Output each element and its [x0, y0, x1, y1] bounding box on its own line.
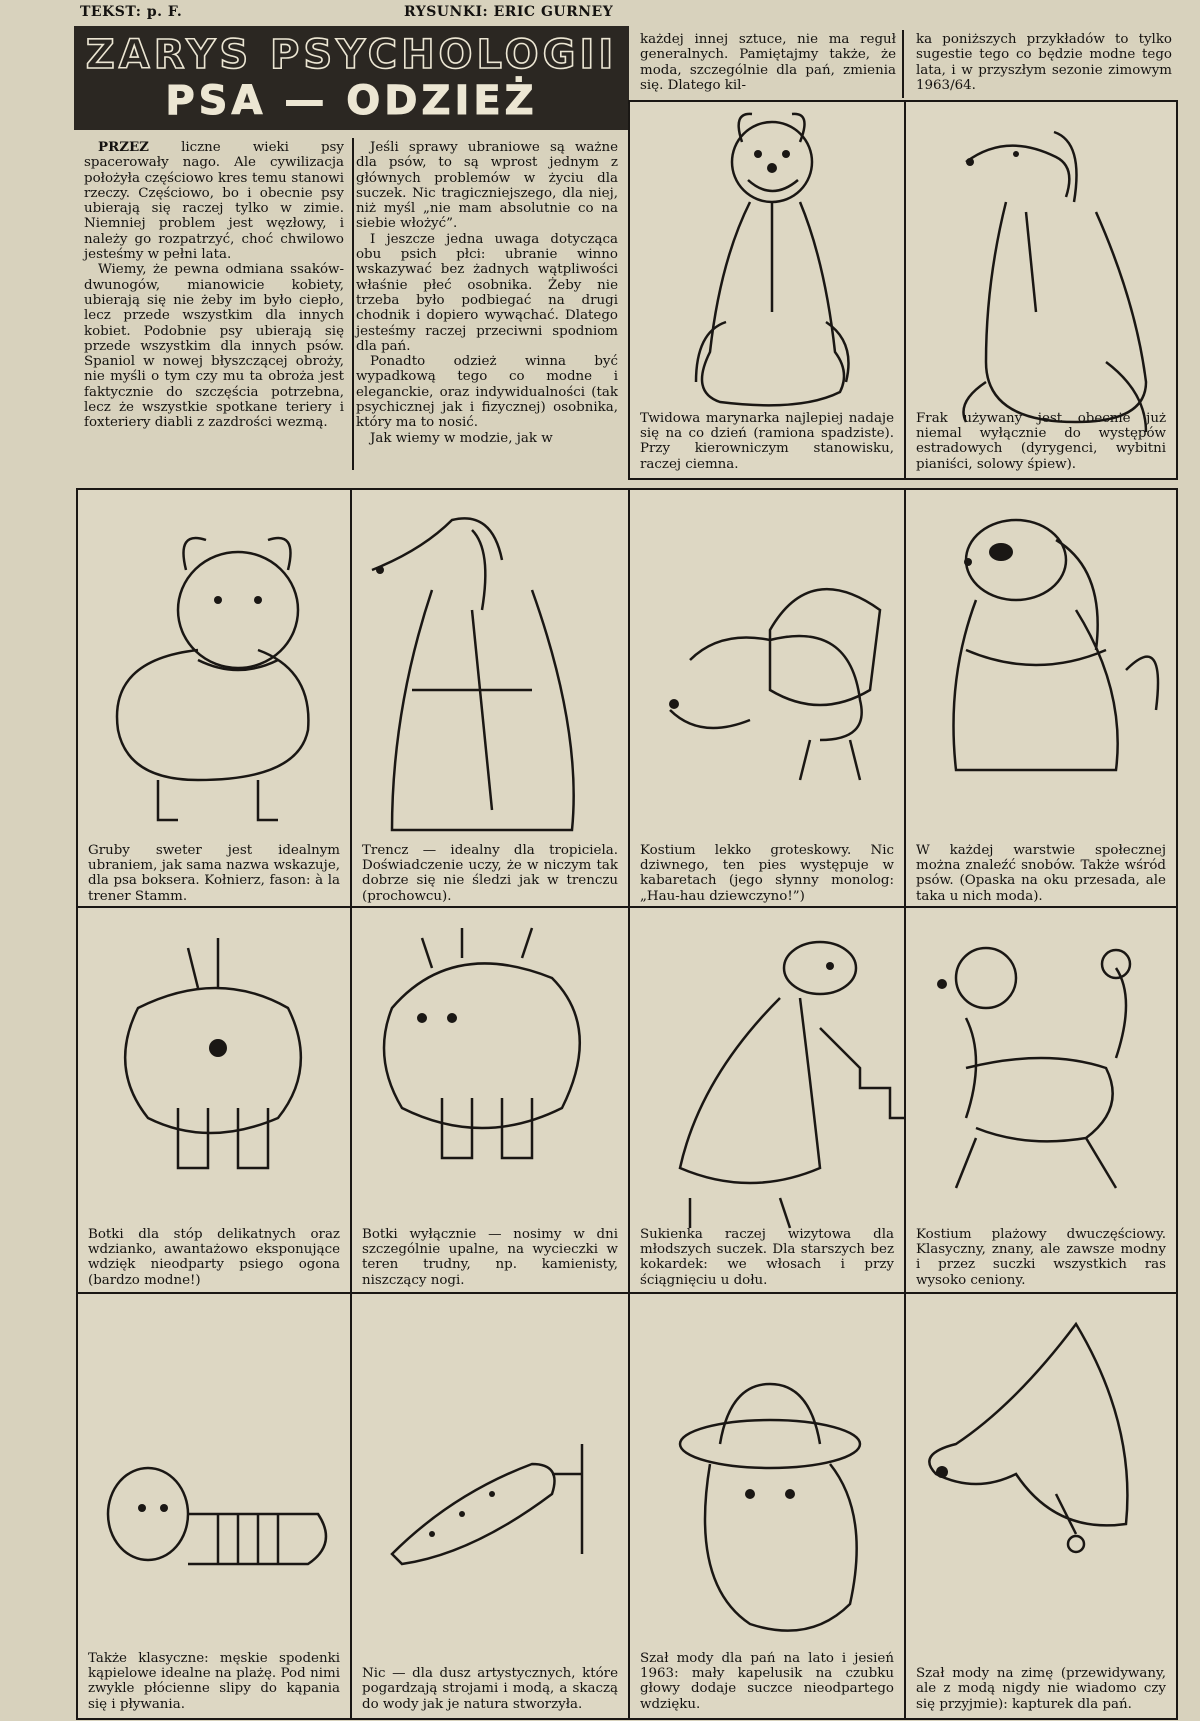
illustration-panel-small-hat — [628, 1292, 906, 1720]
caption: Kostium lekko groteskowy. Nic dziwnego, ten pies występuje w kabaretach (jego słynny monolog: „Hau-hau dziewczyno!”) — [640, 842, 894, 904]
article-column-3 — [640, 32, 896, 93]
title-banner — [74, 26, 629, 130]
illustration-panel-hood — [904, 1292, 1178, 1720]
illustration-panel-dress — [628, 906, 906, 1296]
column-divider — [352, 138, 354, 470]
article-paragraph: Jeśli sprawy ubraniowe są ważne dla psów, to są wprost jednym z głównych problemów w życiu dla suczek. Nic tragiczniejszego, dla niej, niż myśl „nie mam absolutnie co na siebie włożyć”. — [356, 140, 618, 232]
illustration-panel-beach-costume — [904, 906, 1178, 1296]
illustration-panel-tweed-jacket — [628, 100, 906, 480]
drawings-credit: RYSUNKI: ERIC GURNEY — [404, 4, 614, 20]
article-column-1 — [84, 140, 344, 431]
illustration-panel-sweater — [76, 488, 352, 912]
column-divider — [902, 30, 904, 98]
caption: Szał mody na zimę (przewidywany, ale z modą nigdy nie wiadomo czy się przyjmie): kapturek dla pań. — [916, 1666, 1166, 1712]
lead-word: PRZEZ — [98, 139, 149, 155]
illustration-panel-booties-tail — [76, 906, 352, 1296]
illustration-panel-trench-coat — [350, 488, 630, 912]
caption: Także klasyczne: męskie spodenki kąpielowe idealne na plażę. Pod nimi zwykle płócienne slipy do kąpania się i pływania. — [88, 1650, 340, 1712]
article-paragraph: ka poniższych przykładów to tylko sugestie tego co będzie modne tego lata, i w przyszłym sezonie zimowym 1963/64. — [916, 32, 1172, 93]
illustration-panel-nothing — [350, 1292, 630, 1720]
caption: Trencz — idealny dla tropiciela. Doświadczenie uczy, że w niczym tak dobrze się nie śledzi jak w trenczu (prochowcu). — [362, 842, 618, 904]
illustration-panel-tailcoat — [904, 100, 1178, 480]
caption: Kostium plażowy dwuczęściowy. Klasyczny, znany, ale zawsze modny i przez suczki wszystkich ras wysoko ceniony. — [916, 1226, 1166, 1288]
caption: Szał mody dla pań na lato i jesień 1963: mały kapelusik na czubku głowy dodaje suczce nieodpartego wdzięku. — [640, 1650, 894, 1712]
title-line-2: PSA — ODZIEŻ — [165, 78, 538, 124]
caption: Botki wyłącznie — nosimy w dni szczególnie upalne, na wycieczki w teren trudny, np. kamienisty, niszczący nogi. — [362, 1226, 618, 1288]
caption: Botki dla stóp delikatnych oraz wdzianko, awantażowo eksponujące wdzięk nieodparty psiego ogona (bardzo modne!) — [88, 1226, 340, 1288]
caption: W każdej warstwie społecznej można znaleźć snobów. Także wśród psów. (Opaska na oku przesada, ale taka u nich moda). — [916, 842, 1166, 904]
article-paragraph: Jak wiemy w modzie, jak w — [370, 430, 553, 446]
caption: Frak używany jest obecnie już niemal wyłącznie do występów estradowych (dyrygenci, wybitni pianiści, solowy śpiew). — [916, 410, 1166, 472]
article-column-2 — [356, 140, 618, 446]
caption: Nic — dla dusz artystycznych, które pogardzają strojami i modą, a skaczą do wody jak je natura stworzyła. — [362, 1666, 618, 1712]
caption: Sukienka raczej wizytowa dla młodszych suczek. Dla starszych bez kokardek: we włosach i przy ściągnięciu u dołu. — [640, 1226, 894, 1288]
article-paragraph: każdej innej sztuce, nie ma reguł generalnych. Pamiętajmy także, że moda, szczególnie dla pań, zmienia się. Dlatego kil- — [640, 32, 896, 93]
illustration-panel-eye-patch — [904, 488, 1178, 912]
illustration-panel-grotesque-costume — [628, 488, 906, 912]
title-line-1: ZARYS PSYCHOLOGII — [85, 32, 618, 78]
article-column-4 — [916, 32, 1172, 93]
leaping-dog-icon — [352, 1294, 628, 1718]
caption: Gruby sweter jest idealnym ubraniem, jak sama nazwa wskazuje, dla psa boksera. Kołnierz, fason: à la trener Stamm. — [88, 842, 340, 904]
article-paragraph: I jeszcze jedna uwaga dotycząca obu psich płci: ubranie winno wskazywać bez żadnych wątpliwości właśnie płeć osobnika. Żeby nie trzeba było podbiegać na drugi chodnik i dopiero wywąchać. Dlatego jesteśmy raczej przeciwni spodniom dla pań. — [356, 231, 618, 354]
illustration-panel-booties-only — [350, 906, 630, 1296]
article-paragraph — [84, 140, 344, 262]
hooded-dog-icon — [906, 1294, 1176, 1718]
paragraph-text: liczne wieki psy spacerowały nago. Ale cywilizacja położyła częściowo kres temu stanowi rzeczy. Częściowo, bo i obecnie psy ubierają się raczej tylko w zimie. Niemniej problem jest węzłowy, i należy go rozpatrzyć, choć chwilowo jesteśmy w pełni lata. — [84, 140, 344, 263]
text-credit: TEKST: p. F. — [80, 4, 183, 20]
illustration-panel-swim-trunks — [76, 1292, 352, 1720]
caption: Twidowa marynarka najlepiej nadaje się na co dzień (ramiona spadziste). Przy kierowniczym stanowisku, raczej ciemna. — [640, 410, 894, 472]
article-paragraph: Wiemy, że pewna odmiana ssaków-dwunogów, mianowicie kobiety, ubierają się nie żeby im było ciepło, lecz przede wszystkim dla innych kobiet. Podobnie psy ubierają się przede wszystkim dla innych psów. Spaniol w nowej błyszczącej obroży, nie myśli o tym czy mu ta obroża jest faktycznie do szczęścia potrzebna, lecz że wszystkie spotkane teriery i foxteriery diabli z zazdrości wezmą. — [84, 262, 344, 431]
article-paragraph: Ponadto odzież winna być wypadkową tego co modne i eleganckie, oraz indywidualności (tak psychicznej jak i fizycznej) osobnika, który ma to nosić. — [356, 354, 618, 431]
